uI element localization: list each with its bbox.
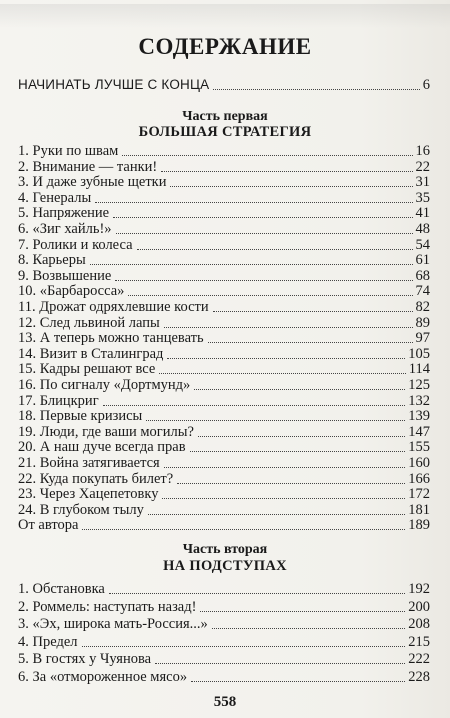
dot-leader <box>82 529 405 530</box>
toc-entry-label: 15. Кадры решают все <box>18 361 156 378</box>
dot-leader <box>159 373 405 374</box>
toc-entry-page: 172 <box>408 486 430 503</box>
dot-leader <box>167 358 405 359</box>
part2-subheading: НА ПОДСТУПАХ <box>163 558 287 574</box>
toc-entry-label: 17. Блицкриг <box>18 392 99 409</box>
toc-entry-page: 54 <box>415 236 430 253</box>
toc-entry-page: 68 <box>415 267 430 284</box>
toc-entry-label: 6. За «отмороженное мясо» <box>18 669 188 685</box>
dot-leader <box>213 311 413 312</box>
toc-entry-page: 189 <box>408 517 430 534</box>
toc-entry <box>18 633 430 651</box>
dot-leader <box>113 217 412 218</box>
dot-leader <box>164 327 413 328</box>
toc-entry-label: 19. Люди, где ваши могилы? <box>18 423 194 440</box>
toc-entry-page: 155 <box>408 439 430 456</box>
toc-entry-page: 105 <box>408 345 430 362</box>
dot-leader <box>95 202 412 203</box>
toc-entry-page: 181 <box>408 501 430 518</box>
toc-entry <box>18 516 430 534</box>
toc-entry-page: 31 <box>415 174 430 191</box>
part1-heading: Часть первая <box>182 109 268 124</box>
toc-entry-page: 48 <box>415 221 430 237</box>
dot-leader <box>161 171 412 172</box>
toc-entry-label: 6. «Зиг хайль!» <box>18 221 112 237</box>
dot-leader <box>170 186 412 187</box>
toc-entry-page: 208 <box>408 616 430 633</box>
part1-subheading: БОЛЬШАЯ СТРАТЕГИЯ <box>138 124 312 140</box>
dot-leader <box>213 89 419 90</box>
dot-leader <box>115 280 412 281</box>
toc-entry-label: 4. Предел <box>18 633 78 650</box>
dot-leader <box>146 420 405 421</box>
toc-entry-page: 222 <box>408 651 430 668</box>
toc-entry-label: 12. След львиной лапы <box>18 314 160 331</box>
toc-entry-page: 82 <box>415 299 430 315</box>
toc-entry-label: 5. Напряжение <box>18 205 110 222</box>
toc-entry-page: 6 <box>422 77 430 93</box>
toc-entry-label: 7. Ролики и колеса <box>18 236 133 253</box>
toc-entry-label: 20. А наш дуче всегда прав <box>18 439 186 456</box>
toc-entry-page: 41 <box>415 205 430 222</box>
page-number: 558 <box>213 694 237 710</box>
dot-leader <box>137 249 413 250</box>
toc-entry <box>18 668 430 686</box>
dot-leader <box>103 405 406 406</box>
toc-entry-page: 160 <box>408 455 430 471</box>
toc-entry-page: 228 <box>408 669 430 685</box>
toc-entry-label: 3. И даже зубные щетки <box>18 174 167 191</box>
toc-entry-label: 13. А теперь можно танцевать <box>18 330 204 347</box>
dot-leader <box>194 389 405 390</box>
dot-leader <box>208 342 413 343</box>
toc-entry-label: 9. Возвышение <box>18 267 112 284</box>
toc-entry-page: 35 <box>415 189 430 206</box>
bleed-through-shadow <box>0 4 450 28</box>
page-title: СОДЕРЖАНИЕ <box>138 34 312 59</box>
toc-entry-label: 5. В гостях у Чуянова <box>18 651 152 668</box>
dot-leader <box>122 155 412 156</box>
toc-entry <box>18 580 430 598</box>
toc-entry-page: 139 <box>408 408 430 425</box>
toc-entry-page: 89 <box>415 314 430 331</box>
toc-entry-page: 147 <box>408 423 430 440</box>
toc-entry-label: 16. По сигналу «Дортмунд» <box>18 377 191 393</box>
toc-entry-page: 114 <box>408 361 430 378</box>
toc-entry-label: 21. Война затягивается <box>18 455 160 471</box>
dot-leader <box>198 436 405 437</box>
dot-leader <box>155 663 405 664</box>
part2-heading: Часть вторая <box>182 542 268 557</box>
toc-entry-page: 74 <box>415 283 430 300</box>
toc-entry-label: 1. Обстановка <box>18 581 105 597</box>
toc-entry-label: 10. «Барбаросса» <box>18 283 125 300</box>
toc-entry-page: 16 <box>415 143 430 159</box>
toc-entry-page: 132 <box>408 392 430 409</box>
toc-entry <box>18 650 430 668</box>
dot-leader <box>191 681 405 682</box>
toc-entry-page: 215 <box>408 633 430 650</box>
toc-entry-label: 14. Визит в Сталинград <box>18 345 164 362</box>
toc-entry-page: 200 <box>408 598 430 615</box>
toc-entry-label: 18. Первые кризисы <box>18 408 143 425</box>
toc-entry-intro <box>18 76 430 94</box>
toc-entry-label: От автора <box>18 517 79 534</box>
dot-leader <box>128 295 412 296</box>
dot-leader <box>116 233 413 234</box>
dot-leader <box>212 628 405 629</box>
toc-entry-label: 24. В глубоком тылу <box>18 501 144 518</box>
toc-entry-label: 11. Дрожат одряхлевшие кости <box>18 299 209 315</box>
dot-leader <box>148 514 405 515</box>
toc-entry-label: 23. Через Хацепетовку <box>18 486 159 503</box>
dot-leader <box>162 498 405 499</box>
toc-entry-label: 2. Внимание — танки! <box>18 158 158 175</box>
toc-entry-label: 8. Карьеры <box>18 252 86 269</box>
toc-entry-page: 125 <box>408 377 430 393</box>
dot-leader <box>109 593 405 594</box>
toc-entry-label: 22. Куда покупать билет? <box>18 470 174 487</box>
dot-leader <box>177 483 405 484</box>
dot-leader <box>164 467 406 468</box>
toc-entry-label: НАЧИНАТЬ ЛУЧШЕ С КОНЦА <box>18 77 210 92</box>
toc-entry-label: 2. Роммель: наступать назад! <box>18 598 197 615</box>
toc-entry-page: 166 <box>408 470 430 487</box>
dot-leader <box>82 646 406 647</box>
toc-entry-page: 192 <box>408 581 430 597</box>
dot-leader <box>190 451 406 452</box>
dot-leader <box>200 611 405 612</box>
toc-entry <box>18 615 430 633</box>
toc-entry-page: 97 <box>415 330 430 347</box>
toc-entry-label: 4. Генералы <box>18 189 92 206</box>
toc-entry <box>18 598 430 616</box>
toc-entry-label: 1. Руки по швам <box>18 143 119 159</box>
dot-leader <box>90 264 413 265</box>
toc-entry-page: 61 <box>415 252 430 269</box>
toc-entry-label: 3. «Эх, широка мать-Россия...» <box>18 616 208 633</box>
toc-entry-page: 22 <box>415 158 430 175</box>
